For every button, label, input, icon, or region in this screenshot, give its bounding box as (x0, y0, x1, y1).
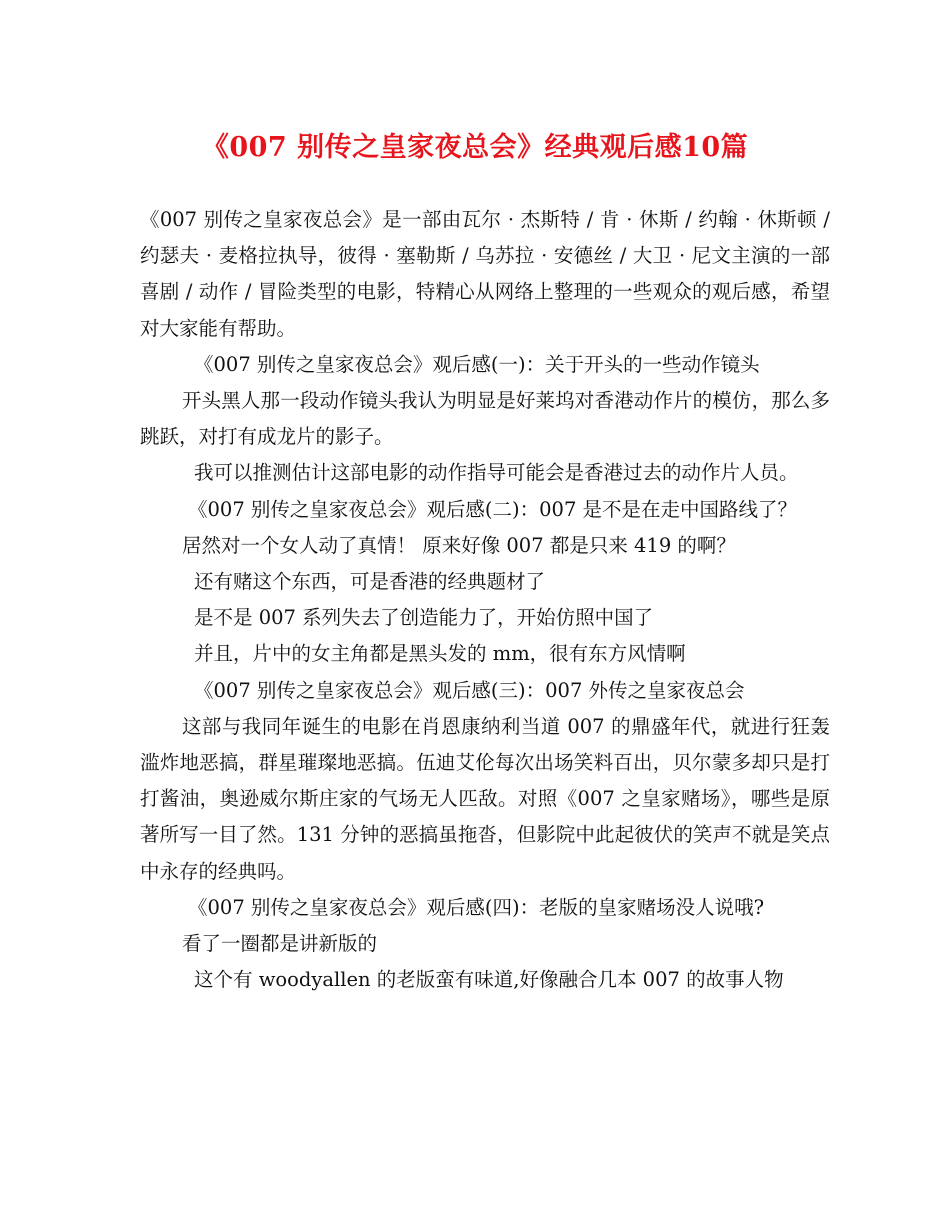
paragraph-heading-2: 《007 别传之皇家夜总会》观后感(二)：007 是不是在走中国路线了？ (188, 497, 798, 521)
paragraph-intro: 《007 别传之皇家夜总会》是一部由瓦尔 · 杰斯特 / 肯 · 休斯 / 约翰 · 休斯顿 / 约瑟夫 · 麦格拉执导，彼得 · 塞勒斯 / 乌苏拉 · 安德丝 / 大卫 · 尼文主演的一部喜剧 / 动作 / 冒险类型的电影，特精心从网络上整理的一些观众的观后感，希望对大家能有帮助。 (140, 208, 830, 340)
document-title: 《007 别传之皇家夜总会》经典观后感10篇 (201, 132, 749, 163)
paragraph: 居然对一个女人动了真情！ 原来好像 007 都是只来 419 的啊？ (182, 533, 736, 557)
paragraph-heading-4: 《007 别传之皇家夜总会》观后感(四)：老版的皇家赌场没人说哦? (188, 895, 765, 919)
paragraph: 是不是 007 系列失去了创造能力了，开始仿照中国了 (194, 606, 654, 630)
paragraph-heading-1: 《007 别传之皇家夜总会》观后感(一)：关于开头的一些动作镜头 (194, 352, 760, 376)
paragraph: 还有赌这个东西，可是香港的经典题材了 (194, 570, 546, 594)
document-body (140, 202, 830, 998)
paragraph-heading-3: 《007 别传之皇家夜总会》观后感(三)：007 外传之皇家夜总会 (194, 678, 745, 702)
paragraph: 这部与我同年诞生的电影在肖恩康纳利当道 007 的鼎盛年代，就进行狂轰滥炸地恶搞，群星璀璨地恶搞。伍迪艾伦每次出场笑料百出，贝尔蒙多却只是打打酱油，奥逊威尔斯庄家的气场无人匹敌。对照《007 之皇家赌场》，哪些是原著所写一目了然。131 分钟的恶搞虽拖沓，但影院中此起彼伏的笑声不就是笑点中永存的经典吗。 (140, 714, 830, 883)
paragraph: 看了一圈都是讲新版的 (182, 932, 378, 956)
paragraph: 我可以推测估计这部电影的动作指导可能会是香港过去的动作片人员。 (194, 461, 799, 485)
paragraph: 这个有 woodyallen 的老版蛮有味道,好像融合几本 007 的故事人物 (194, 968, 784, 992)
paragraph: 并且，片中的女主角都是黑头发的 mm，很有东方风情啊 (194, 642, 686, 666)
paragraph: 开头黑人那一段动作镜头我认为明显是好莱坞对香港动作片的模仿，那么多跳跃，对打有成龙片的影子。 (140, 389, 830, 449)
